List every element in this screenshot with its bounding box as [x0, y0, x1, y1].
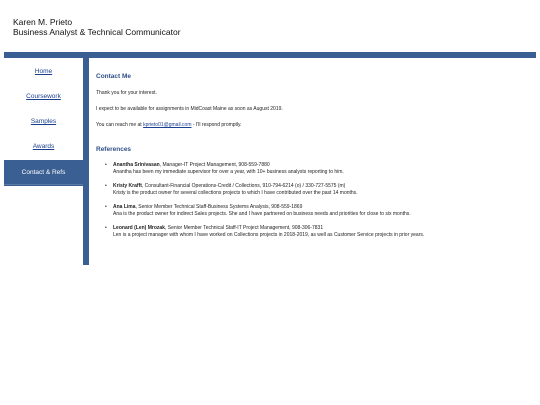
reference-item — [96, 162, 536, 175]
sidebar-nav — [4, 58, 83, 186]
site-header — [13, 17, 181, 37]
reference-note: Anantha has been my immediate supervisor for over a year, with 10+ business analysts reporting to him. — [113, 168, 344, 175]
site-owner-role: Business Analyst & Technical Communicator — [13, 27, 181, 37]
main-content — [96, 70, 536, 246]
reference-item — [96, 183, 536, 196]
contact-reach-prefix: You can reach me at — [96, 122, 144, 128]
nav-contact-refs[interactable]: Contact & Refs — [4, 160, 83, 186]
contact-reach — [96, 122, 536, 128]
reference-name: Leonard (Len) Mrozak — [113, 225, 165, 231]
reference-note: Len is a project manager with whom I have worked on Collections projects in 2018-2019, as well as Customer Service projects in prior years. — [113, 231, 425, 238]
sidebar-bottom-line — [4, 184, 83, 185]
reference-item — [96, 204, 536, 217]
bullet-icon: • — [105, 183, 107, 189]
reference-note: Ana is the product owner for indirect Sales projects. She and I have partnered on business needs and priorities for close to six months. — [113, 210, 411, 217]
bullet-icon: • — [105, 162, 107, 168]
sidebar-vertical-rule — [83, 58, 89, 265]
site-owner-name: Karen M. Prieto — [13, 17, 73, 27]
reference-note: Kristy is the product owner for several collections projects to which I have contributed over the past 14 months. — [113, 189, 358, 196]
contact-heading: Contact Me — [96, 73, 132, 80]
reference-title: , Manager-IT Project Management, 908-559-7880 — [159, 162, 270, 168]
contact-thanks: Thank you for your interest. — [96, 90, 157, 96]
reference-title: , Consultant-Financial Operations-Credit / Collections, 910-794-6214 (o) / 330-727-5575 (m) — [141, 183, 346, 189]
contact-availability: I expect to be available for assignments in MidCoast Maine as soon as August 2019. — [96, 106, 283, 112]
references-heading: References — [96, 146, 132, 153]
reference-name: Anantha Srinivasan — [113, 162, 160, 168]
nav-samples[interactable]: Samples — [30, 118, 57, 126]
nav-awards[interactable]: Awards — [32, 143, 55, 151]
reference-name: Kristy Krafft — [113, 183, 142, 189]
reference-name: Ana Lima — [113, 204, 136, 210]
nav-coursework[interactable]: Coursework — [26, 92, 61, 100]
email-link[interactable]: kprieto01@gmail.com — [143, 122, 192, 128]
bullet-icon: • — [105, 225, 107, 231]
reference-title: , Senior Member Technical Staff-Business Systems Analysis, 908-559-1869 — [135, 204, 303, 210]
bullet-icon: • — [105, 204, 107, 210]
nav-home[interactable]: Home — [34, 67, 53, 75]
reference-title: , Senior Member Technical Staff-IT Project Management, 908-306-7831 — [164, 225, 324, 231]
reference-item — [96, 225, 536, 238]
contact-reach-suffix: - I'll respond promptly. — [191, 122, 242, 128]
references-list — [96, 162, 536, 238]
